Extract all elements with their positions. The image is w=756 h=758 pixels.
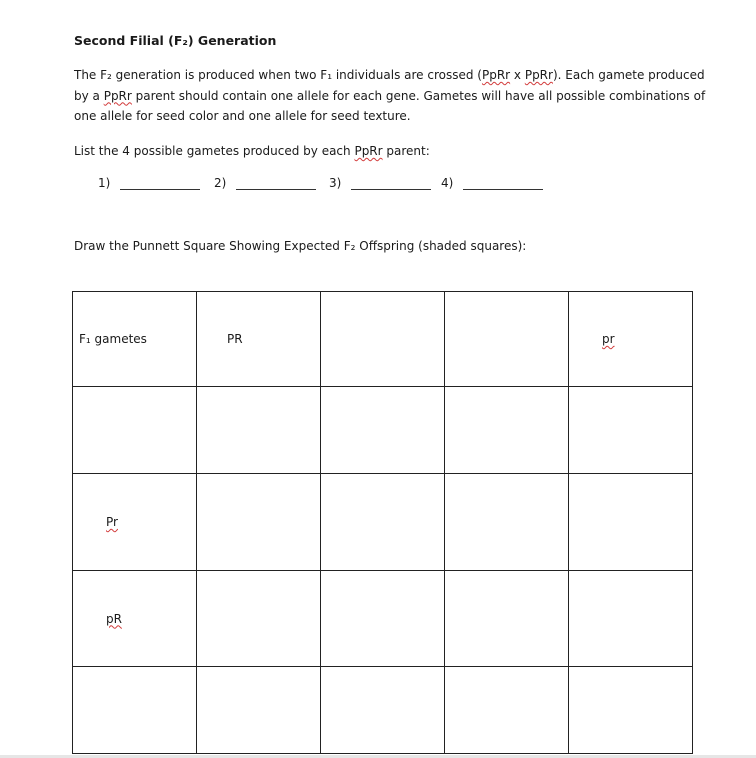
col-header-label: PR: [227, 332, 243, 346]
row-header-label: pR: [106, 611, 122, 626]
offspring-cell[interactable]: [445, 387, 569, 474]
offspring-cell[interactable]: [445, 571, 569, 667]
offspring-cell[interactable]: [321, 667, 445, 754]
offspring-cell[interactable]: [569, 474, 693, 571]
col-header-cell[interactable]: [321, 292, 445, 387]
draw-prompt: Draw the Punnett Square Showing Expected F₂ Offspring (shaded squares):: [74, 239, 527, 253]
row-header-cell[interactable]: [73, 387, 197, 474]
col-header-cell[interactable]: [445, 292, 569, 387]
gamete-blank-3[interactable]: 3): [329, 176, 431, 190]
col-header-cell[interactable]: [197, 292, 321, 387]
punnett-row: [73, 387, 693, 474]
punnett-header-row: [73, 292, 693, 387]
offspring-cell[interactable]: [445, 667, 569, 754]
col-header-cell[interactable]: [569, 292, 693, 387]
offspring-cell[interactable]: [197, 667, 321, 754]
offspring-cell[interactable]: [197, 474, 321, 571]
intro-paragraph: [74, 65, 714, 127]
genotype-text: PpRr: [103, 88, 132, 103]
offspring-cell[interactable]: [445, 474, 569, 571]
genotype-text: PpRr: [481, 68, 511, 82]
offspring-cell[interactable]: [569, 387, 693, 474]
punnett-row: [73, 474, 693, 571]
punnett-corner-cell: [73, 292, 197, 387]
offspring-cell[interactable]: [569, 571, 693, 667]
section-heading: Second Filial (F₂) Generation: [74, 33, 277, 48]
gamete-blank-2[interactable]: 2): [214, 176, 316, 190]
offspring-cell[interactable]: [569, 667, 693, 754]
offspring-cell[interactable]: [321, 387, 445, 474]
punnett-square: [72, 291, 693, 754]
intro-line-2: by a PpRr parent should contain one allele for each gene. Gametes will have all possible combinations of: [74, 88, 706, 103]
list-prompt: List the 4 possible gametes produced by each PpRr parent:: [74, 144, 430, 158]
intro-line-1: The F₂ generation is produced when two F₁ individuals are crossed (PpRr x PpRr). Each gamete produced: [74, 68, 705, 82]
intro-line-3: one allele for seed color and one allele for seed texture.: [74, 109, 411, 123]
col-header-label: pr: [602, 332, 615, 346]
offspring-cell[interactable]: [321, 474, 445, 571]
row-header-cell[interactable]: [73, 667, 197, 754]
punnett-row: [73, 571, 693, 667]
row-header-cell[interactable]: [73, 474, 197, 571]
row-header-label: Pr: [106, 515, 118, 529]
row-header-cell[interactable]: [73, 571, 197, 667]
genotype-text: PpRr: [524, 68, 553, 82]
offspring-cell[interactable]: [197, 571, 321, 667]
gamete-blank-4[interactable]: 4): [441, 176, 543, 190]
genotype-text: PpRr: [354, 144, 383, 158]
offspring-cell[interactable]: [321, 571, 445, 667]
punnett-row: [73, 667, 693, 754]
corner-label: F₁ gametes: [79, 332, 147, 346]
offspring-cell[interactable]: [197, 387, 321, 474]
gamete-blank-1[interactable]: 1): [98, 176, 200, 190]
